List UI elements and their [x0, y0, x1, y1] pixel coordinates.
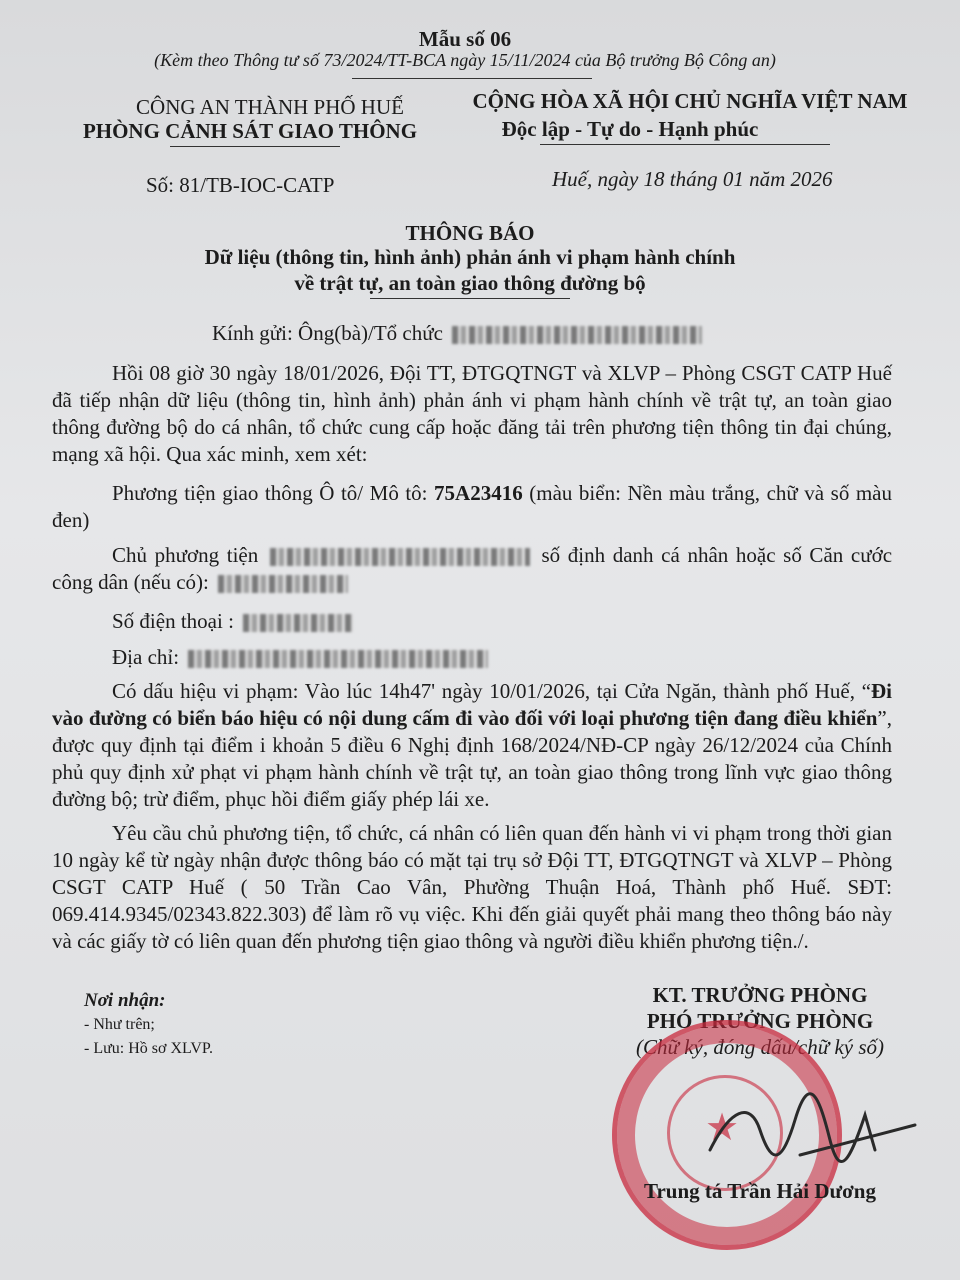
- request-paragraph: Yêu cầu chủ phương tiện, tổ chức, cá nhân có liên quan đến hành vi vi phạm trong thời gian 10 ngày kể từ ngày nhận được thông báo có mặt tại trụ sở Đội TT, ĐTGQTNGT và XLVP – Phòng CSGT CATP Huế ( 50 Trần Cao Vân, Phường Thuận Hoá, Thành phố Huế. SĐT: 069.414.9345/02343.822.303) để làm rõ vụ việc. Khi đến giải quyết phải mang theo thông báo này và các giấy tờ có liên quan đến phương tiện giao thông và người điều khiển phương tiện./.: [52, 821, 892, 953]
- subtitle-line-1: Dữ liệu (thông tin, hình ảnh) phản ánh vi phạm hành chính: [204, 245, 736, 269]
- seal-star-icon: ★: [705, 1107, 740, 1149]
- redacted-id: [218, 575, 348, 593]
- recipient-item: - Lưu: Hồ sơ XLVP.: [84, 1040, 213, 1057]
- violation-legal-basis: ”, được quy định tại điểm i khoản 5 điều 6 Nghị định 168/2024/NĐ-CP ngày 26/12/2024 của Chính phủ quy định xử phạt vi phạm hành chính về trật tự, an toàn giao thông trong lĩnh vực giao thông đường bộ; trừ điểm, phục hồi điểm giấy phép lái xe.: [52, 706, 892, 811]
- owner-id-label: số định danh cá nhân hoặc số Căn cước công dân (nếu có):: [52, 543, 893, 594]
- owner-paragraph: [52, 542, 892, 596]
- address-line: [112, 642, 492, 672]
- form-reference: (Kèm theo Thông tư số 73/2024/TT-BCA ngày 15/11/2024 của Bộ trưởng Bộ Công an): [154, 50, 776, 70]
- greeting: [212, 318, 706, 348]
- greeting-label: Kính gửi: Ông(bà)/Tổ chức: [212, 321, 443, 345]
- owner-label: Chủ phương tiện: [112, 543, 259, 567]
- signature-note: (Chữ ký, đóng dấu/chữ ký số): [635, 1035, 884, 1059]
- recipients-label: Nơi nhận:: [84, 990, 166, 1011]
- vehicle-paragraph: [52, 480, 892, 534]
- divider: [370, 298, 570, 299]
- license-plate: 75A23416: [434, 481, 523, 505]
- plate-color-desc: (màu biển: Nền màu trắng, chữ và số màu đen): [52, 481, 892, 532]
- address-label: Địa chỉ:: [112, 645, 180, 669]
- motto: Độc lập - Tự do - Hạnh phúc: [501, 117, 759, 141]
- divider: [170, 146, 340, 147]
- document-date: Huế, ngày 18 tháng 01 năm 2026: [552, 167, 833, 191]
- agency-name: CÔNG AN THÀNH PHỐ HUẾ: [136, 95, 404, 119]
- violation-intro: Có dấu hiệu vi phạm: Vào lúc 14h47' ngày 10/01/2026, tại Cửa Ngăn, thành phố Huế, “: [112, 679, 871, 703]
- vehicle-label: Phương tiện giao thông Ô tô/ Mô tô:: [112, 481, 428, 505]
- phone-line: [112, 606, 357, 636]
- redacted-address: [188, 650, 488, 668]
- phone-label: Số điện thoại :: [112, 609, 234, 633]
- divider: [540, 144, 830, 145]
- form-number: Mẫu số 06: [418, 27, 512, 51]
- signatory-position: PHÓ TRƯỞNG PHÒNG: [646, 1009, 874, 1033]
- signatory-name: Trung tá Trần Hải Dương: [644, 1179, 876, 1203]
- intro-paragraph: Hồi 08 giờ 30 ngày 18/01/2026, Đội TT, ĐTGQTNGT và XLVP – Phòng CSGT CATP Huế đã tiếp nhận dữ liệu (thông tin, hình ảnh) phản ánh vi phạm hành chính về trật tự, an toàn giao thông đường bộ do cá nhân, tổ chức cung cấp hoặc đăng tải trên phương tiện thông tin đại chúng, mạng xã hội. Qua xác minh, xem xét:: [52, 361, 892, 466]
- document-title: THÔNG BÁO: [405, 221, 535, 245]
- violation-description: Đi vào đường có biển báo hiệu có nội dung cấm đi vào đối với loại phương tiện đang điều khiển: [52, 679, 892, 730]
- subtitle-line-2: về trật tự, an toàn giao thông đường bộ: [294, 271, 646, 295]
- redacted-owner: [270, 548, 530, 566]
- signatory-title: KT. TRƯỞNG PHÒNG: [652, 983, 868, 1007]
- violation-paragraph: [52, 678, 892, 813]
- nation-name: CỘNG HÒA XÃ HỘI CHỦ NGHĨA VIỆT NAM: [472, 89, 908, 113]
- document-number: Số: 81/TB-IOC-CATP: [146, 173, 335, 197]
- recipient-item: - Như trên;: [84, 1016, 155, 1033]
- redacted-phone: [243, 614, 353, 632]
- department-name: PHÒNG CẢNH SÁT GIAO THÔNG: [82, 119, 418, 143]
- divider: [352, 78, 592, 79]
- redacted-recipient: [452, 326, 702, 344]
